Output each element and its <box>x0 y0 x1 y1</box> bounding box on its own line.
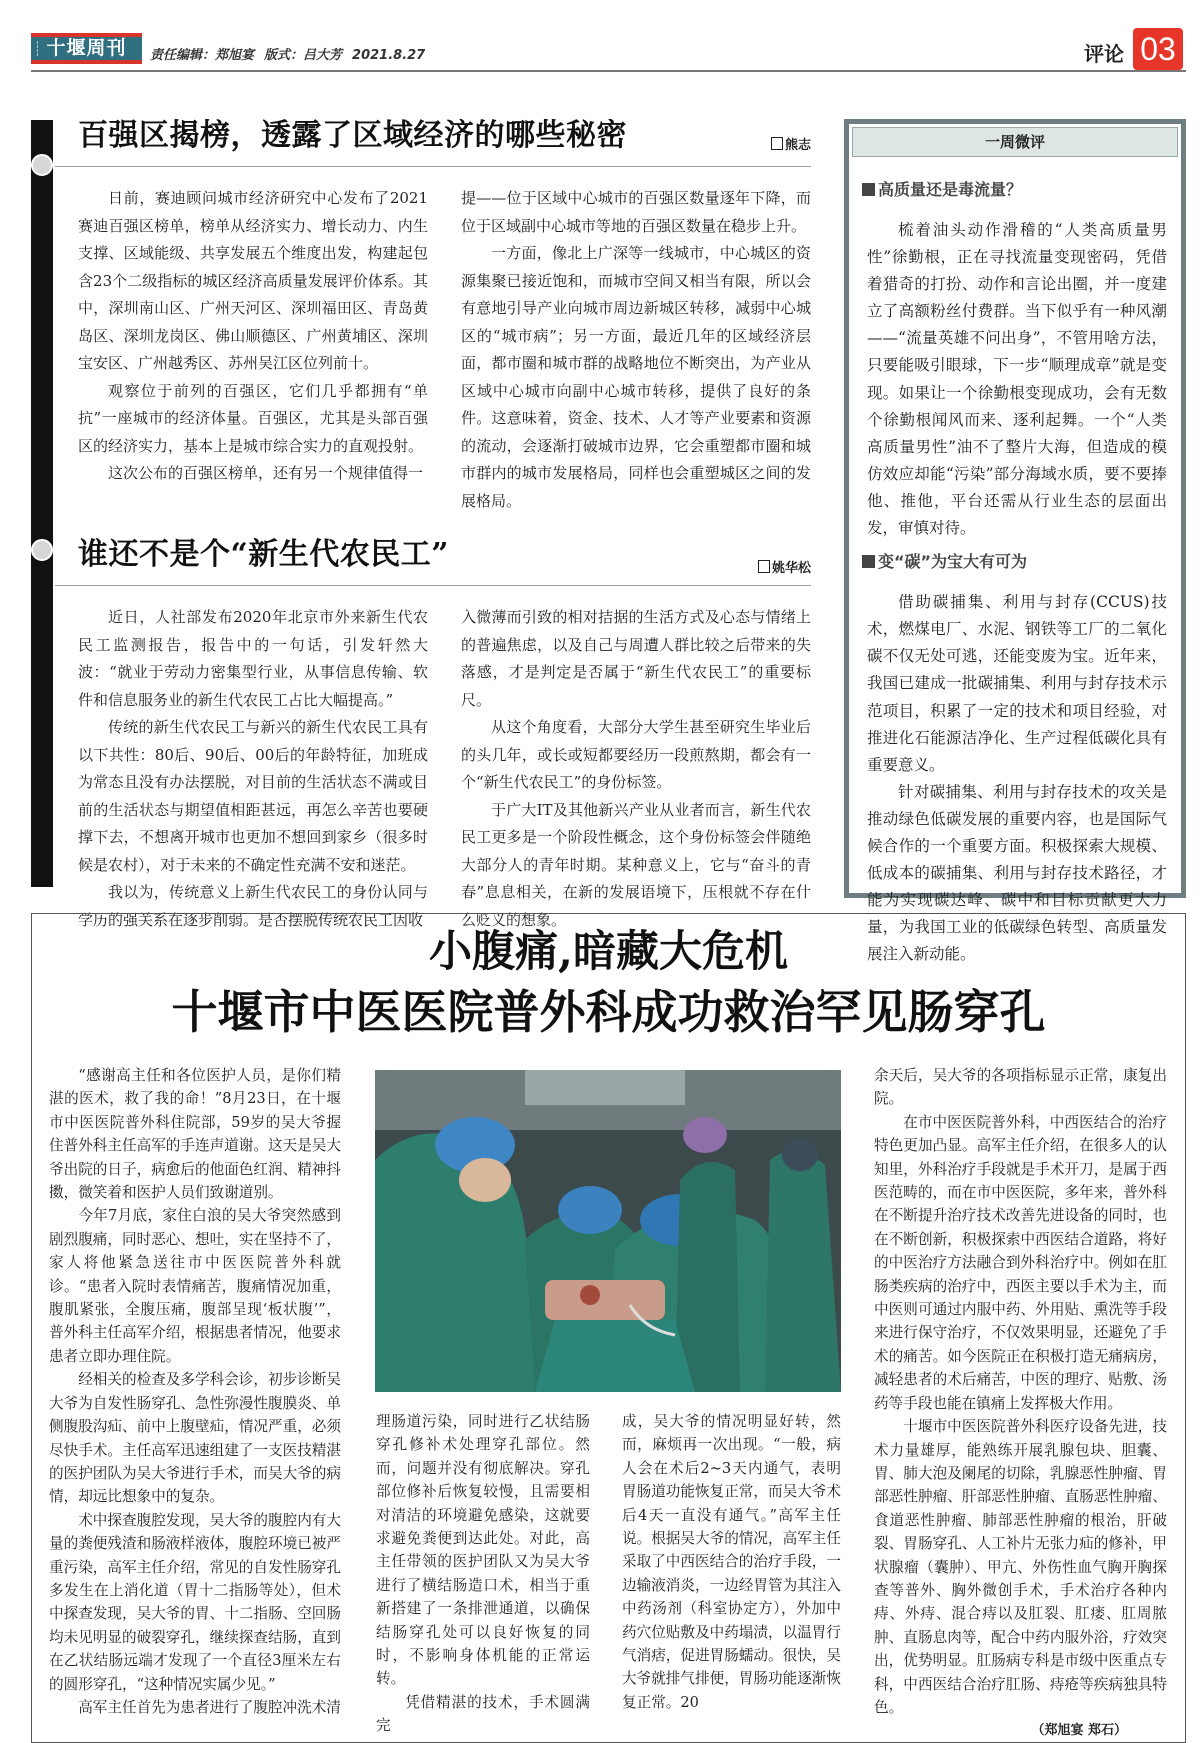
sidebar-text <box>867 217 1167 542</box>
newspaper-logo: 十堰周刊 <box>31 33 142 64</box>
paragraph: 余天后，吴大爷的各项指标显示正常，康复出院。 <box>874 1067 1167 1108</box>
sidebar-heading: 高质量还是毒流量？ <box>862 178 1167 202</box>
paragraph: 经相关的检查及多学科会诊，初步诊断吴大爷为自发性肠穿孔、急性弥漫性腹膜炎、单侧腹股沟疝、前中上腹壁疝，情况严重，必须尽快手术。主任高军迅速组建了一支医技精湛的医护团队为吴大爷进行手术，而吴大爷的病情，却远比想象中的复杂。 <box>49 1371 341 1506</box>
article <box>55 537 811 934</box>
paragraph: 日前，赛迪顾问城市经济研究中心发布了2021赛迪百强区榜单，榜单从经济实力、增长动力、内生支撑、区域能级、共享发展五个维度出发，构建起包含23个二级指标的城区经济高质量发展评价体系。其中，深圳南山区、广州天河区、深圳福田区、青岛黄岛区、深圳龙岗区、佛山顺德区、广州黄埔区、深圳宝安区、广州越秀区、苏州吴江区位列前十。 <box>78 189 428 372</box>
article-body <box>55 604 811 934</box>
paragraph: 借助碳捕集、利用与封存(CCUS)技术，燃煤电厂、水泥、钢铁等工厂的二氧化碳不仅无处可逃，还能变废为宝。近年来，我国已建成一批碳捕集、利用与封存技术示范项目，积累了一定的技术和项目经验，对推进化石能源洁净化、生产过程低碳化具有重要意义。 <box>867 593 1167 774</box>
paragraph: “感谢高主任和各位医护人员，是你们精湛的医术，救了我的命！”8月23日，在十堰市中医医院普外科住院部，59岁的吴大爷握住普外科主任高军的手连声道谢。这天是吴大爷出院的日子，病愈后的他面色红润、精神抖擞，微笑着和医护人员们致谢道别。 <box>49 1067 341 1202</box>
paragraph: 高军主任首先为患者进行了腹腔冲洗术清 <box>78 1698 341 1716</box>
paragraph: 入微薄而引致的相对拮据的生活方式及心态与情绪上的普遍焦虑，以及自己与周遭人群比较之后带来的失落感，才是判定是否属于“新生代农民工”的重要标尺。 <box>461 608 811 709</box>
paragraph: 凭借精湛的技术，手术圆满完 <box>376 1693 590 1735</box>
page-number: 03 <box>1133 28 1183 70</box>
bullet-dot-icon <box>31 154 53 176</box>
article-byline: 姚华松 <box>758 557 811 576</box>
paragraph: 今年7月底，家住白浪的吴大爷突然感到剧烈腹痛，同时恶心、想吐，实在坚持不了，家人将他紧急送往市中医医院普外科就诊。“患者入院时表情痛苦，腹痛情况加重，腹肌紧张，全腹压痛，腹部呈现‘板状腹’”，普外科主任高军介绍，根据患者情况，他要求患者立即办理住院。 <box>49 1207 341 1365</box>
feature-column <box>874 1064 1167 1743</box>
paragraph: 近日，人社部发布2020年北京市外来新生代农民工监测报告，报告中的一句话，引发轩然大波：“就业于劳动力密集型行业，从事信息传输、软件和信息服务业的新生代农民工占比大幅提高。” <box>78 608 428 709</box>
feature-column <box>622 1410 841 1714</box>
feature-column <box>376 1410 590 1738</box>
paragraph: 我以为，传统意义上新生代农民工的身份认同与学历的强关系在逐步削弱。是否摆脱传统农民工因收 <box>78 883 428 929</box>
paragraph: 从这个角度看，大部分大学生甚至研究生毕业后的头几年，或长或短都要经历一段煎熬期，都会有一个“新生代农民工”的身份标签。 <box>461 718 811 791</box>
paragraph: 理肠道污染，同时进行乙状结肠穿孔修补术处理穿孔部位。然而，问题并没有彻底解决。穿孔部位修补后恢复较慢，且需要相对清洁的环境避免感染，这就要求避免粪便到达此处。对此，高主任带领的医护团队又为吴大爷进行了横结肠造口术，相当于重新搭建了一条排泄通道，以确保结肠穿孔处可以良好恢复的同时，不影响身体机能的正常运转。 <box>376 1413 590 1688</box>
feature-headline: 小腹痛,暗藏大危机 <box>429 927 788 977</box>
left-decorative-bar <box>31 120 53 887</box>
article <box>55 118 811 515</box>
paragraph: 成，吴大爷的情况明显好转，然而，麻烦再一次出现。“一般，病人会在术后2~3天内通气，表明胃肠道功能恢复正常，而吴大爷术后4天一直没有通气。”高军主任说。根据吴大爷的情况，高军主任采取了中西医结合的治疗手段，一边输液消炎，一边经胃管为其注入中药汤剂（科室协定方），外加中药穴位贴敷及中药塌渍，以温胃行气消痞，促进胃肠蠕动。很快，吴大爷就排气排便，胃肠功能逐渐恢复正常。20 <box>622 1413 841 1711</box>
feature-column <box>49 1064 341 1719</box>
paragraph: 提——位于区域中心城市的百强区数量逐年下降，而位于区域副中心城市等地的百强区数量在稳步上升。 <box>461 189 811 235</box>
sidebar-text <box>867 589 1167 968</box>
credits <box>150 44 435 63</box>
section-label: 评论 <box>1084 42 1124 66</box>
paragraph: 在市中医医院普外科，中西医结合的治疗特色更加凸显。高军主任介绍，在很多人的认知里，外科治疗手段就是手术开刀，是属于西医范畴的，而在市中医医院，多年来，普外科在不断提升治疗技术改善先进设备的同时，也在不断创新，积极探索中西医结合道路，将好的中医治疗方法融合到外科治疗中。例如在肛肠类疾病的治疗中，西医主要以手术为主，而中医则可通过内服中药、外用贴、熏洗等手段来进行保守治疗，不仅效果明显，还避免了手术的痛苦。如今医院正在积极打造无痛病房，减轻患者的术后痛苦，中医的理疗、贴敷、汤药等手段也能在镇痛上发挥极大作用。 <box>874 1113 1167 1412</box>
layout-credit: 版式：吕大芳 <box>264 48 343 63</box>
feature-signature: （郑旭宴 郑石） <box>1031 1723 1127 1739</box>
issue-date: 2021.8.27 <box>352 48 426 63</box>
paragraph: 于广大IT及其他新兴产业从业者而言，新生代农民工更多是一个阶段性概念，这个身份标签会伴随绝大部分人的青年时期。某种意义上，它与“奋斗的青春”息息相关，在新的发展语境下，压根就不存在什么贬义的想象。 <box>461 800 811 929</box>
paragraph: 观察位于前列的百强区，它们几乎都拥有“单抗”一座城市的经济体量。百强区，尤其是头部百强区的经济实力，基本上是城市综合实力的直观投射。 <box>78 381 428 455</box>
paragraph: 传统的新生代农民工与新兴的新生代农民工具有以下共性：80后、90后、00后的年龄特征，加班成为常态且没有办法摆脱，对目前的生活状态不满或目前的生活状态与期望值相距甚远，再怎么辛苦也要硬撑下去，不想离开城市也更加不想回到家乡（很多时候是农村），对于未来的不确定性充满不安和迷茫。 <box>78 718 428 874</box>
editor-credit: 责任编辑：郑旭宴 <box>150 48 255 63</box>
paragraph: 梳着油头动作滑稽的“人类高质量男性”徐勤根，正在寻找流量变现密码，凭借着猎奇的打扮、动作和言论出圈，并一度建立了高额粉丝付费群。当下似乎有一种风潮——“流量英雄不问出身”，不管用啥方法，只要能吸引眼球，下一步“顺理成章”就是变现。如果让一个徐勤根变现成功，会有无数个徐勤根闻风而来、逐利起舞。一个“人类高质量男性”油不了整片大海，但造成的模仿效应却能“污染”部分海域水质，要不要捧他、推他，平台还需从行业生态的层面出发，审慎对待。 <box>867 221 1167 538</box>
article-column <box>461 185 811 515</box>
paragraph: 一方面，像北上广深等一线城市，中心城区的资源集聚已接近饱和，而城市空间又相当有限，所以会有意地引导产业向城市周边新城区转移，减弱中心城区的“城市病”；另一方面，最近几年的区域经济层面，都市圈和城市群的战略地位不断突出，为产业从区域中心城市向副中心城市转移，提供了良好的条件。这意味着，资金、技术、人才等产业要素和资源的流动，会逐渐打破城市边界，它会重塑都市圈和城市群内的城市发展格局，同样也会重塑城区之间的发展格局。 <box>461 244 811 510</box>
article-column <box>78 185 428 515</box>
article-title: 谁还不是个“新生代农民工” <box>78 537 450 572</box>
sidebar-title: 一周微评 <box>852 127 1178 157</box>
article-header <box>55 118 811 167</box>
surgery-photo <box>375 1070 841 1392</box>
article-column <box>78 604 428 934</box>
paragraph: 这次公布的百强区榜单，还有另一个规律值得一 <box>108 464 424 482</box>
article-title: 百强区揭榜，透露了区域经济的哪些秘密 <box>78 118 627 153</box>
sidebar-heading: 变“碳”为宝大有可为 <box>862 550 1167 574</box>
article-body <box>55 185 811 515</box>
articles-area <box>55 118 811 934</box>
paragraph: 术中探查腹腔发现，吴大爷的腹腔内有大量的粪便残渣和肠液样液体，腹腔环境已被严重污染，高军主任介绍，常见的自发性肠穿孔多发生在上消化道（胃十二指肠等处），但术中探查发现，吴大爷的胃、十二指肠、空回肠均未见明显的破裂穿孔，继续探查结肠，直到在乙状结肠远端才发现了一个直径3厘米左右的圆形穿孔，“这种情况实属少见。” <box>49 1511 341 1693</box>
bullet-dot-icon <box>31 539 53 561</box>
header-rule <box>31 70 1186 72</box>
feature-subheadline: 十堰市中医医院普外科成功救治罕见肠穿孔 <box>171 985 1046 1039</box>
article-byline: 熊志 <box>771 134 811 153</box>
sidebar-content <box>862 178 1167 968</box>
article-column <box>461 604 811 934</box>
paragraph: 针对碳捕集、利用与封存技术的攻关是推动绿色低碳发展的重要内容，也是国际气候合作的一个重要方面。积极探索大规模、低成本的碳捕集、利用与封存技术路径，才能为实现碳达峰、碳中和目标贡献更大力量，为我国工业的低碳绿色转型、高质量发展注入新动能。 <box>867 782 1167 964</box>
article-header <box>55 537 811 586</box>
paragraph: 十堰市中医医院普外科医疗设备先进，技术力量雄厚，能熟练开展乳腺包块、胆囊、胃、肺大泡及阑尾的切除，乳腺恶性肿瘤、胃部恶性肿瘤、肝部恶性肿瘤、直肠恶性肿瘤、食道恶性肿瘤、肺部恶性肿瘤的根治，肝破裂、胃肠穿孔、人工补片无张力疝的修补，甲状腺瘤（囊肿）、甲亢、外伤性血气胸开胸探查等普外、胸外微创手术，手术治疗各种内痔、外痔、混合痔以及肛裂、肛瘘、肛周脓肿、直肠息肉等，配合中药内服外浴，疗效突出，优势明显。肛肠病专科是市级中医重点专科，中西医结合治疗肛肠、痔疮等疾病独具特色。 <box>874 1418 1167 1716</box>
